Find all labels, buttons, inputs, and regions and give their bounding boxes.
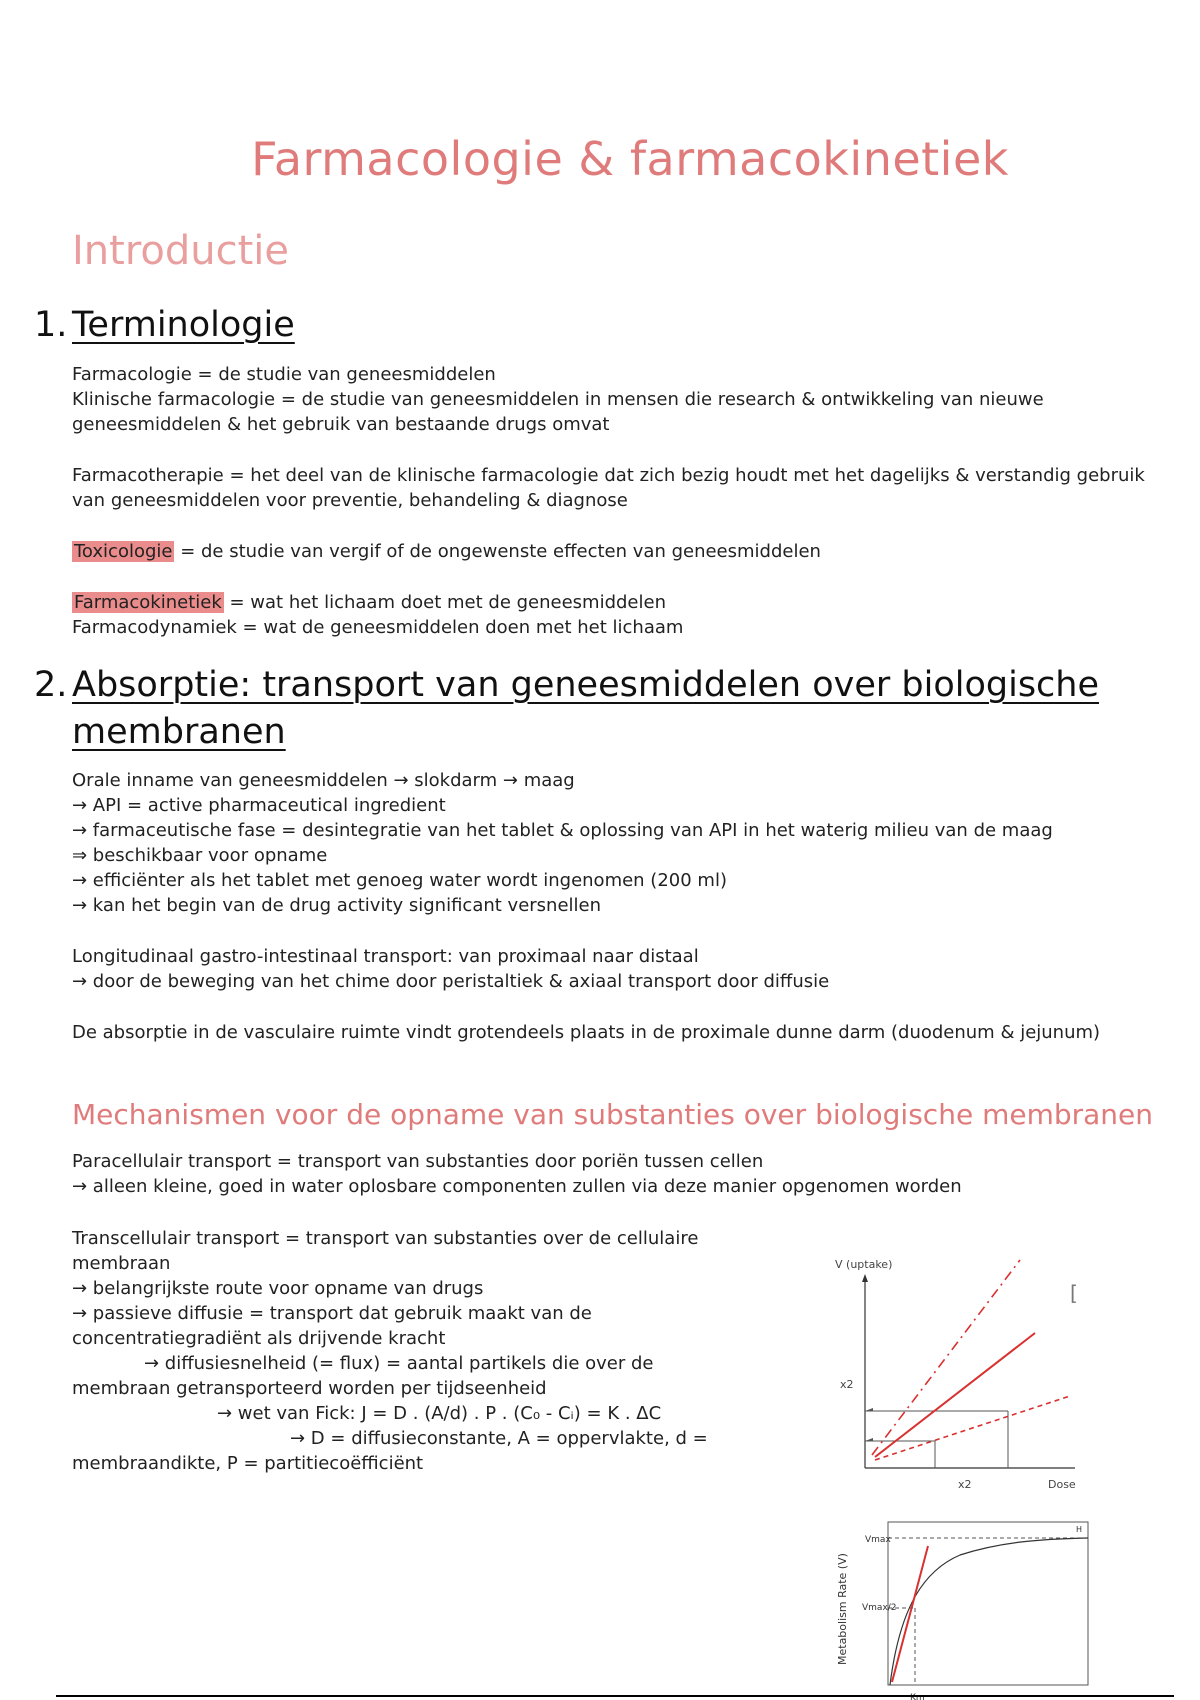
fig2-vmax-label: Vmax	[865, 1535, 891, 1545]
transcellular-line-1: Transcellulair transport = transport van substanties over de cellulaire	[72, 1228, 699, 1249]
available-line: ⇒ beschikbaar voor opname	[72, 845, 328, 866]
paracellular-block	[72, 1149, 1182, 1199]
fig1-ylabel: V (uptake)	[835, 1258, 893, 1271]
section-2-heading	[34, 662, 1100, 756]
def-farmacologie: Farmacologie = de studie van geneesmiddelen	[72, 364, 496, 385]
absorption-location-line: De absorptie in de vasculaire ruimte vindt grotendeels plaats in de proximale dunne darm (duodenum & jejunum)	[72, 1022, 1101, 1043]
def-klinische-farmacologie: Klinische farmacologie = de studie van geneesmiddelen in mensen die research & ontwikkeling van nieuwe geneesmiddelen & het gebruik van bestaande drugs omvat	[72, 389, 1044, 435]
fig1-x-tick: x2	[958, 1478, 972, 1491]
pharmaceutical-phase-line: → farmaceutische fase = desintegratie van het tablet & oplossing van API in het waterig milieu van de maag	[72, 820, 1053, 841]
footer-divider	[56, 1695, 1174, 1697]
fig1-arrow-upper	[865, 1408, 873, 1411]
def-farmacotherapie: Farmacotherapie = het deel van de klinische farmacologie dat zich bezig houdt met het dagelijks & verstandig gebruik van geneesmiddelen voor preventie, behandeling & diagnose	[72, 465, 1145, 511]
fig2-ylabel: Metabolism Rate (V)	[836, 1553, 849, 1665]
transcellular-line-5: concentratiegradiënt als drijvende kracht	[72, 1328, 446, 1349]
fig2-frame	[888, 1522, 1088, 1685]
mechanisms-heading: Mechanismen voor de opname van substanties over biologische membranen	[72, 1098, 1154, 1131]
transcellular-line-4: → passieve diffusie = transport dat gebruik maakt van de	[72, 1303, 592, 1324]
longitudinal-line: Longitudinaal gastro-intestinaal transport: van proximaal naar distaal	[72, 946, 699, 967]
fick-variables-line-2: membraandikte, P = partitiecoëfficiënt	[72, 1453, 424, 1474]
fig2-linear-line	[892, 1546, 928, 1682]
intro-heading: Introductie	[72, 228, 290, 274]
metabolism-rate-figure	[830, 1510, 1100, 1700]
page-title: Farmacologie & farmacokinetiek	[251, 132, 1009, 186]
uptake-dose-figure	[830, 1250, 1090, 1500]
section-2-title-line2: membranen	[72, 712, 286, 752]
fig1-arrow-lower	[865, 1438, 873, 1441]
fig1-xlabel: Dose	[1048, 1478, 1076, 1491]
farmacokinetiek-definition: = wat het lichaam doet met de geneesmiddelen	[223, 592, 666, 613]
fig1-line-solid	[875, 1333, 1035, 1457]
fig2-vmax-half-label: Vmax/2	[862, 1603, 897, 1613]
transcellular-line-6: → diffusiesnelheid (= flux) = aantal partikels die over de	[144, 1353, 654, 1374]
accelerate-line: → kan het begin van de drug activity significant versnellen	[72, 895, 602, 916]
paracellular-line: Paracellulair transport = transport van substanties door poriën tussen cellen	[72, 1151, 764, 1172]
terminology-block	[72, 362, 1182, 640]
section-2-title-line1: Absorptie: transport van geneesmiddelen over biologische	[72, 665, 1100, 705]
api-line: → API = active pharmaceutical ingredient	[72, 795, 446, 816]
fick-variables-line: → D = diffusieconstante, A = oppervlakte, d =	[290, 1428, 708, 1449]
transcellular-line-3: → belangrijkste route voor opname van drugs	[72, 1278, 484, 1299]
chime-line: → door de beweging van het chime door peristaltiek & axiaal transport door diffusie	[72, 971, 830, 992]
def-farmacokinetiek	[72, 590, 1182, 615]
section-2-number: 2.	[34, 665, 68, 705]
efficient-line: → efficiënter als het tablet met genoeg water wordt ingenomen (200 ml)	[72, 870, 727, 891]
highlight-farmacokinetiek: Farmacokinetiek	[74, 592, 222, 613]
absorption-block	[72, 768, 1182, 1045]
fick-law-line: → wet van Fick: J = D . (A/d) . P . (C₀ - Cᵢ) = K . ΔC	[217, 1403, 662, 1424]
fig1-y-arrow	[862, 1274, 868, 1282]
def-toxicologie	[72, 539, 1182, 564]
transcellular-line-2: membraan	[72, 1253, 171, 1274]
paracellular-note: → alleen kleine, goed in water oplosbare componenten zullen via deze manier opgenomen worden	[72, 1176, 962, 1197]
toxicologie-definition: = de studie van vergif of de ongewenste effecten van geneesmiddelen	[174, 541, 821, 562]
fig1-bracket: [	[1070, 1281, 1078, 1305]
section-1-heading	[34, 305, 295, 345]
section-1-title: Terminologie	[72, 305, 295, 345]
fig1-line-shallow	[875, 1396, 1070, 1460]
transcellular-line-7: membraan getransporteerd worden per tijdseenheid	[72, 1378, 547, 1399]
fig1-line-steep	[872, 1260, 1020, 1455]
def-farmacodynamiek: Farmacodynamiek = wat de geneesmiddelen doen met het lichaam	[72, 617, 684, 638]
highlight-toxicologie: Toxicologie	[74, 541, 173, 562]
fig2-h-label: H	[1076, 1525, 1083, 1534]
fig2-saturation-curve	[890, 1538, 1088, 1685]
fig1-y-tick: x2	[840, 1378, 854, 1391]
transcellular-block	[72, 1226, 772, 1476]
section-1-number: 1.	[34, 305, 68, 345]
oral-intake-line: Orale inname van geneesmiddelen → slokdarm → maag	[72, 770, 575, 791]
